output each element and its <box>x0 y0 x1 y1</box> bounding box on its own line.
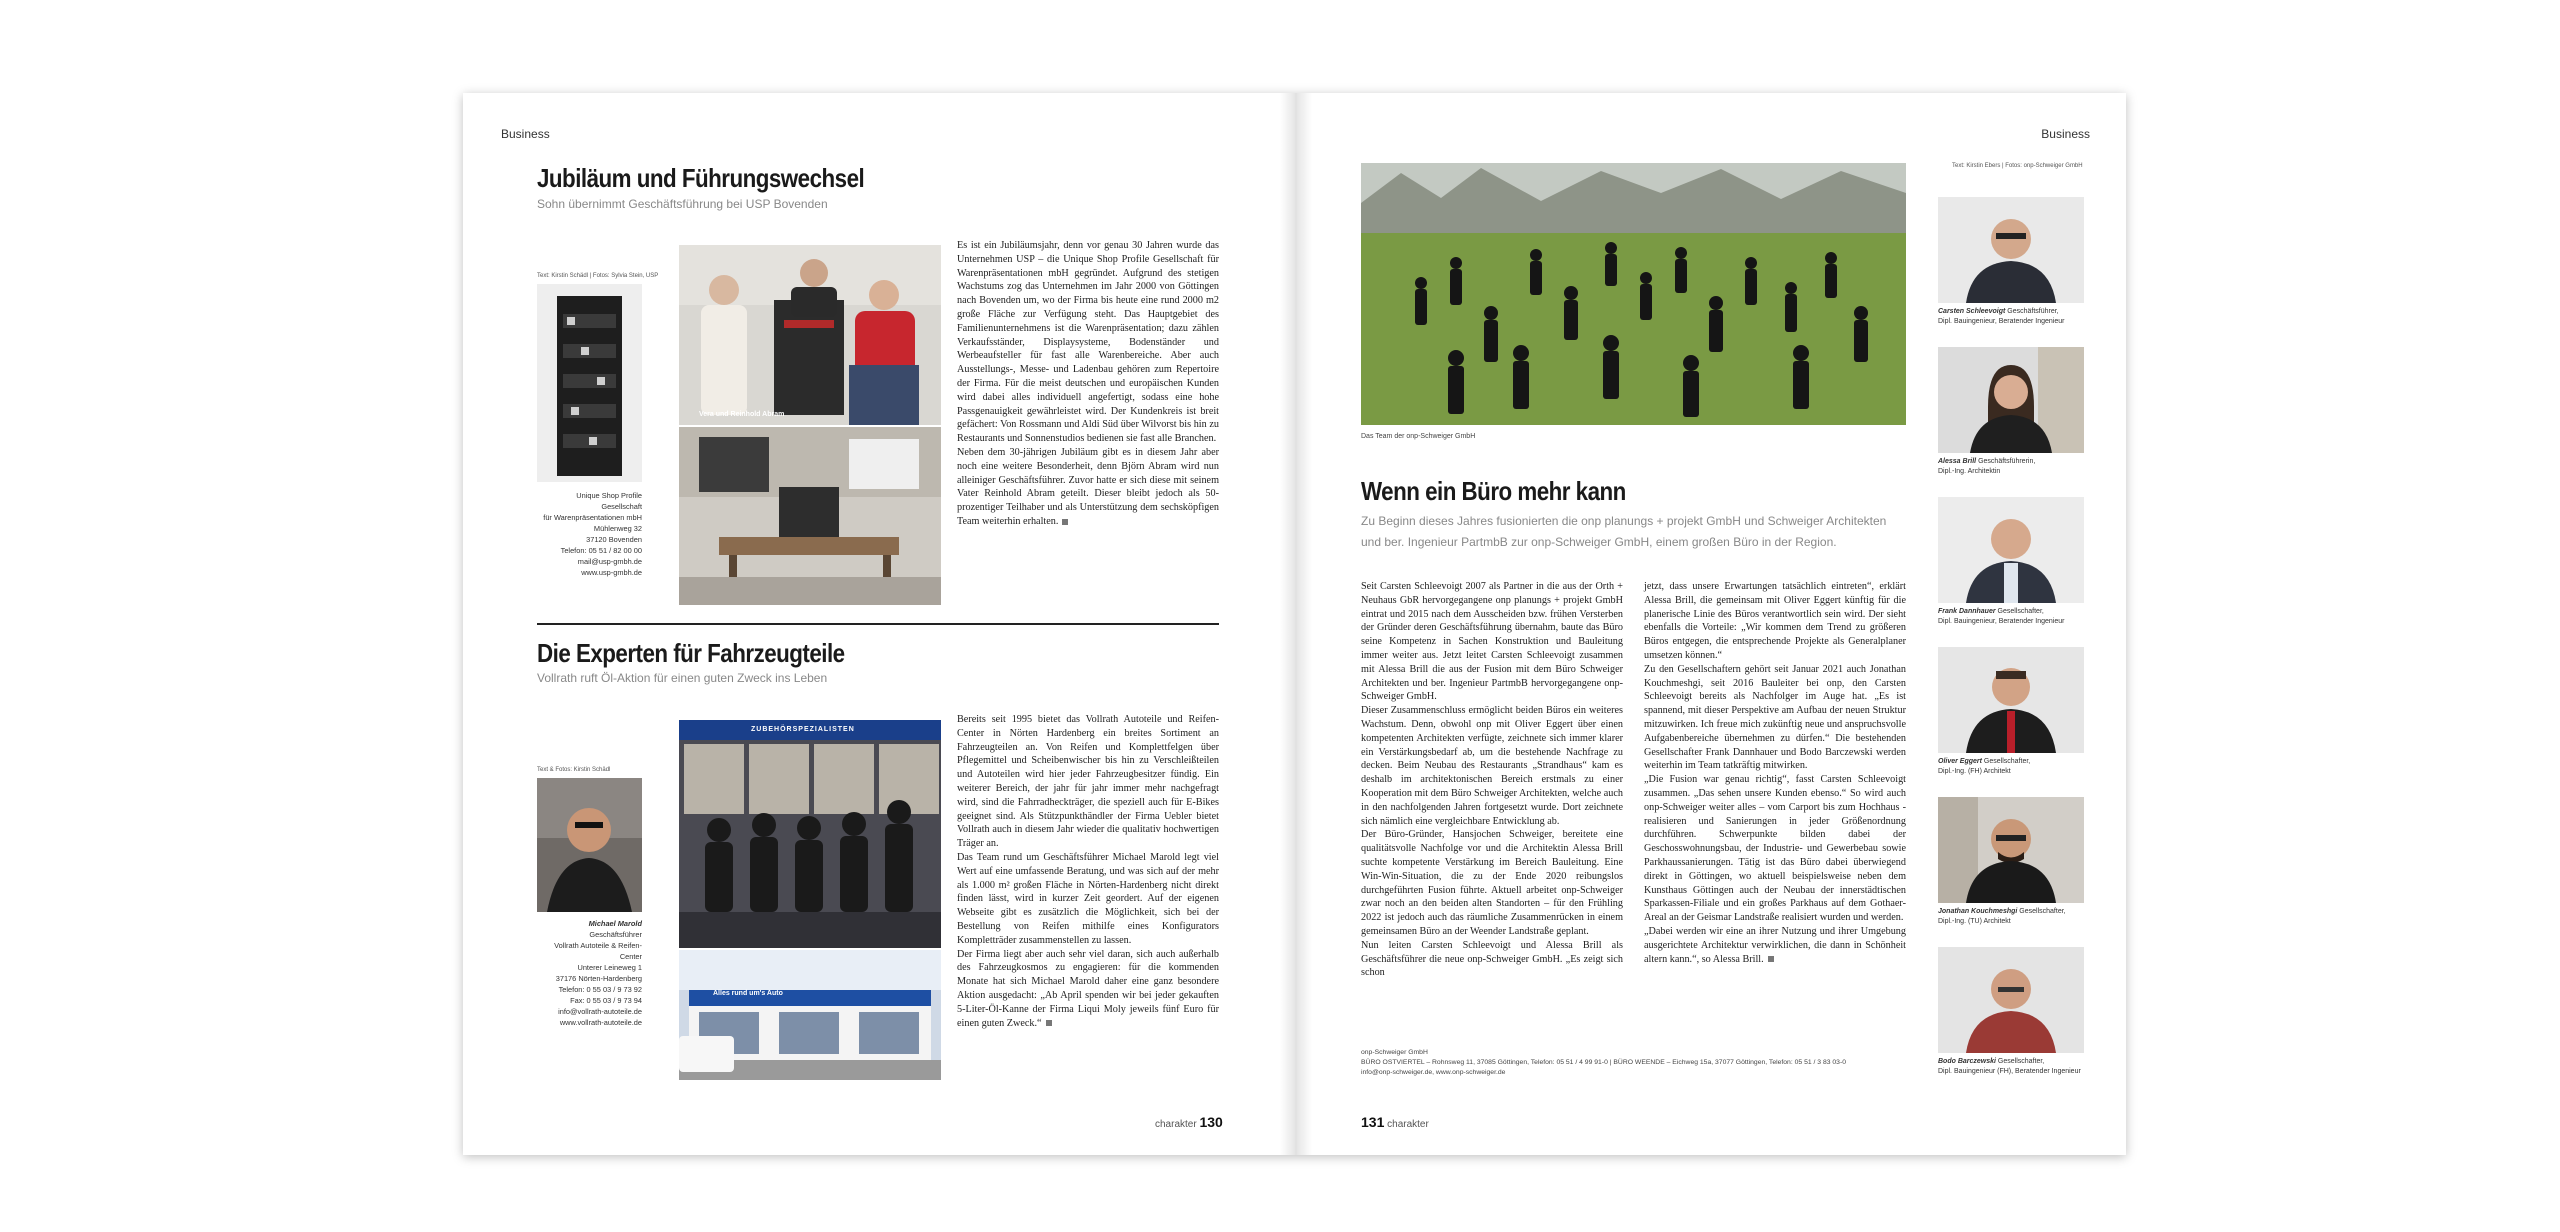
display-stand-photo <box>537 284 642 482</box>
article2-subtitle: Vollrath ruft Öl-Aktion für einen guten Zweck ins Leben <box>537 671 828 685</box>
left-page-number: charakter 130 <box>1155 1114 1223 1130</box>
right-credit: Text: Kirstin Ebers | Fotos: onp-Schweiger GmbH <box>1952 163 2083 169</box>
portrait-6 <box>1938 947 2084 1053</box>
article1-title: Jubiläum und Führungswechsel <box>537 163 865 193</box>
article1-address: Unique Shop Profile Gesellschaft für Warenpräsentationen mbH Mühlenweg 32 37120 Bovenden Telefon: 05 51 / 82 00 00 mail@usp-gmbh.de www.usp-gmbh.de <box>543 491 642 577</box>
person-caption-4: Oliver Eggert Gesellschafter, Dipl.-Ing. (FH) Architekt <box>1938 758 2031 775</box>
portrait-2 <box>1938 347 2084 453</box>
article3-col2: jetzt, dass unsere Erwartungen tatsächlich eintreten“, erklärt Alessa Brill, die gemeinsam mit Oliver Eggert künftig für die planerische Linie des Büros verantwortlich sein wird. Der sieht ebenfalls die Vorteile: „Wir kommen dem Trend zu größeren Büros entgegen, die entsprechende Projekte als Generalplaner umsetzen können.“ Zu den Gesellschaftern gehört seit Januar 2021 auch Jonathan Kouchmeshgi, seit 2016 Bauleiter bei onp, den Carsten Schleevoigt bereits als Nachfolger im Auge hat. „Es ist spannend, mit dieser Perspektive am Aufbau der neuen Struktur mitzuwirken. Ich freue mich zukünftig neue und anspruchsvolle Aufgabenbereiche übernehmen zu dürfen.“ Die bestehenden Gesellschafter Frank Dannhauer und Bodo Barczewski werden weiterhin im Team tatkräftig mitwirken. „Die Fusion war genau richtig“, fasst Carsten Schleevoigt zusammen. „Das sehen unsere Kunden ebenso.“ So wird auch onp-Schweiger weiter alles – vom Carport bis zum Hochhaus - realisieren und Sanierungen in jeder Größenordnung durchführen. Schwerpunkte bilden dabei der Geschosswohnungsbau, der Industrie- und Gewerbebau sowie Parkhaussanierungen. Tätig ist das Büro dabei überwiegend direkt in Göttingen, wo aktuell beispielsweise neben dem Kunsthaus Göttingen auch der Neubau der innerstädtischen Sparkassen-Filiale und ein großes Parkhaus auf dem Gothaer-Areal an der Geismar Landstraße realisiert wurden und werden. „Dabei werden wir eine an ihrer Nutzung und ihrer Umgebung ausgerichtete Architektur verwirklichen, die dann in Schönheit altern kann.“, so Alessa Brill. <box>1644 581 1906 965</box>
page-gutter <box>1280 93 1312 1155</box>
article2-body: Bereits seit 1995 bietet das Vollrath Autoteile und Reifen-Center in Nörten Hardenberg ein breites Sortiment an Fahrzeugteilen an. Von Reifen und Komplettfelgen über Pflegemittel und Scheibenwischer bis hin zu Verschleißteilen und Autoteilen wird hier jeder Fahrzeugbesitzer fündig. Ein weiterer Bereich, der jahr für jahr immer mehr nachgefragt wird, sind die Fahrradheckträger, die speziell auch für E-Bikes geeignet sind. Als Stützpunkthändler der Firma Uebler bietet Vollrath auch in diesem Jahr wieder die qualitativ hochwertigen Träger an. Das Team rund um Geschäftsführer Michael Marold legt viel Wert auf eine umfassende Beratung, und was sich auf der mehr als 1.000 m² großen Fläche in Nörten-Hardenberg nicht direkt finden lässt, wird in kurzer Zeit geordert. Auf der eigenen Webseite gibt es zusätzlich die Möglichkeit, sich bei der Bestellung von Reifen mithilfe eines Konfigurators Kompletträder zusammenstellen zu lassen. Der Firma liegt aber auch sehr viel daran, sich auch außerhalb des Fahrzeugkosmos zu engagieren: für die kommenden Monate hat sich Michael Marold daher eine ganz besondere Aktion ausgedacht: „Ab April spenden wir bei jeder gekauften 5-Liter-Öl-Kanne der Firma Liqui Moly jeweils fünf Euro für einen guten Zweck.“ <box>957 714 1219 1029</box>
article3-title: Wenn ein Büro mehr kann <box>1361 476 1626 506</box>
shop-sign: ZUBEHÖRSPEZIALISTEN <box>751 726 855 733</box>
team-photo-caption: Das Team der onp-Schweiger GmbH <box>1361 433 1476 440</box>
article2-credit: Text & Fotos: Kirstin Schädl <box>537 767 611 773</box>
article-divider <box>537 623 1219 625</box>
manager-portrait <box>537 778 642 912</box>
magazine-spread <box>463 93 2126 1155</box>
right-page-number: 131 charakter <box>1361 1114 1429 1130</box>
person-caption-6: Bodo Barczewski Gesellschafter, Dipl. Bauingenieur (FH), Beratender Ingenieur <box>1938 1058 2081 1075</box>
person-caption-3: Frank Dannhauer Gesellschafter, Dipl. Bauingenieur, Beratender Ingenieur <box>1938 608 2065 625</box>
owners-photo-label: Vera und Reinhold Abram <box>699 411 785 418</box>
left-page <box>463 93 1293 1155</box>
portrait-3 <box>1938 497 2084 603</box>
portrait-5 <box>1938 797 2084 903</box>
portrait-1 <box>1938 197 2084 303</box>
section-label-right: Business <box>2041 127 2090 141</box>
article1-subtitle: Sohn übernimmt Geschäftsführung bei USP Bovenden <box>537 197 828 211</box>
showroom-photo <box>679 427 941 605</box>
person-caption-2: Alessa Brill Geschäftsführerin, Dipl.-Ing. Architektin <box>1938 458 2036 475</box>
team-group-photo <box>1361 163 1906 425</box>
owners-photo <box>679 245 941 425</box>
store-sign: Alles rund um's Auto <box>713 990 783 997</box>
article1-credit: Text: Kirstin Schädl | Fotos: Sylvia Stein, USP <box>537 273 659 279</box>
article3-col1: Seit Carsten Schleevoigt 2007 als Partner in die aus der Orth + Neuhaus GbR hervorgegangene onp planungs + projekt GmbH eintrat und 2015 nach dem Ausscheiden bzw. frühen Versterben der Gründer deren Geschäftsführung übernahm, baute das Büro seine Kompetenz in Sachen Konstruktion und Bauleitung immer weiter aus. Jetzt leitet Carsten Schleevoigt zusammen mit Alessa Brill die aus der Fusion mit dem Büro Schweiger Architekten und ber. Ingenieur PartmbB hervorgegangene onp-Schweiger GmbH. Dieser Zusammenschluss ermöglicht beiden Büros ein weiteres Wachstum. Denn, obwohl onp mit Oliver Eggert über einen kompetenten Architekten verfügte, zeichnete sich immer klarer ein Verstärkungsbedarf ab, um die bestehende Nachfrage zu decken. Beim Neubau des Restaurants „Strandhaus“ kam es deshalb im architektonischen Bereich erstmals zu einer Kooperation mit dem Büro Schweiger Architekten, welche auch in den nachfolgenden Jahren fortgesetzt wurde. Dort zeichnete sich nämlich eine vergleichbare Entwicklung ab. Der Büro-Gründer, Hansjochen Schweiger, bereitete eine qualitätsvolle Nachfolge vor und die Architektin Alessa Brill suchte kompetente Verstärkung im Bereich Bauleitung. Eine Win-Win-Situation, die zu der Ende 2020 reibungslos durchgeführten Fusion führte. Aktuell arbeitet onp-Schweiger zwar noch an den beiden alten Standorten – für den Frühling 2022 ist jedoch auch das räumliche Zusammenrücken in einem gemeinsamen Büro an der Weender Landstraße geplant. Nun leiten Carsten Schleevoigt und Alessa Brill als Geschäftsführer die neue onp-Schweiger GmbH. „Es zeigt sich schon <box>1361 581 1623 979</box>
portrait-4 <box>1938 647 2084 753</box>
article3-subtitle: Zu Beginn dieses Jahres fusionierten die onp planungs + projekt GmbH und Schweiger Architekten und ber. Ingenieur PartmbB zur onp-Schweiger GmbH, einem großen Büro in der Region. <box>1361 514 1887 549</box>
team-warehouse-photo <box>679 720 941 948</box>
person-caption-1: Carsten Schleevoigt Geschäftsführer, Dipl. Bauingenieur, Beratender Ingenieur <box>1938 308 2065 325</box>
article1-body: Es ist ein Jubiläumsjahr, denn vor genau 30 Jahren wurde das Unternehmen USP – die Unique Shop Profile Gesellschaft für Warenpräsentationen mbH gegründet. Aufgrund des stetigen Wachstums zog das Unternehmen im Jahr 2000 von Göttingen nach Bovenden um, wo der Firma bis heute eine rund 2000 m2 große Fläche zur Verfügung steht. Das Hauptgebiet des Familienunternehmens ist die Warenpräsentation; dazu zählen Verkaufsständer, Displaysysteme, Bodenständer und Werbeaufsteller für fast alle Warenbereiche. Aber auch Ausstellungs-, Messe- und Ladenbau gehören zum Repertoire der Firma. Für die meist deutschen und europäischen Kunden wird dabei alles individuell angefertigt, sodass eine hohe Passgenauigkeit gewährleistet wird. Der Kundenkreis ist breit gefächert: Von Rossmann und Aldi Süd über Wilvorst bis hin zu Restaurants und Sonnenstudios bedienen sie fast alle Branchen. Neben dem 30-jährigen Jubiläum gibt es in diesem Jahr aber noch eine weitere Besonderheit, denn Björn Abram wird nun alleiniger Geschäftsführer. Zuvor hatte er sich diese mit seinem Vater Reinhold Abram geteilt. Dieser bleibt jedoch als 50-prozentiger Teilhaber und als Unterstützung dem sechsköpfigen Team weiterhin erhalten. <box>957 240 1219 527</box>
right-page <box>1296 93 2126 1155</box>
section-label: Business <box>501 127 550 141</box>
article2-address: Michael Marold Geschäftsführer Vollrath Autoteile & Reifen-Center Unterer Leineweg 1 37176 Nörten-Hardenberg Telefon: 0 55 03 / 9 73 92 Fax: 0 55 03 / 9 73 94 info@vollrath-autoteile.de www.vollrath-autoteile.de <box>554 919 642 1027</box>
storefront-photo <box>679 950 941 1080</box>
article2-title: Die Experten für Fahrzeugteile <box>537 638 845 668</box>
company-footer: onp-Schweiger GmbH BÜRO OSTVIERTEL – Rohnsweg 11, 37085 Göttingen, Telefon: 05 51 / 4 99 91-0 | BÜRO WEENDE – Eichweg 15a, 37077 Göttingen, Telefon: 05 51 / 3 83 03-0 info@onp-schweiger.de, www.onp-schweiger.de <box>1361 1049 1847 1076</box>
person-caption-5: Jonathan Kouchmeshgi Gesellschafter, Dipl.-Ing. (TU) Architekt <box>1938 908 2066 925</box>
